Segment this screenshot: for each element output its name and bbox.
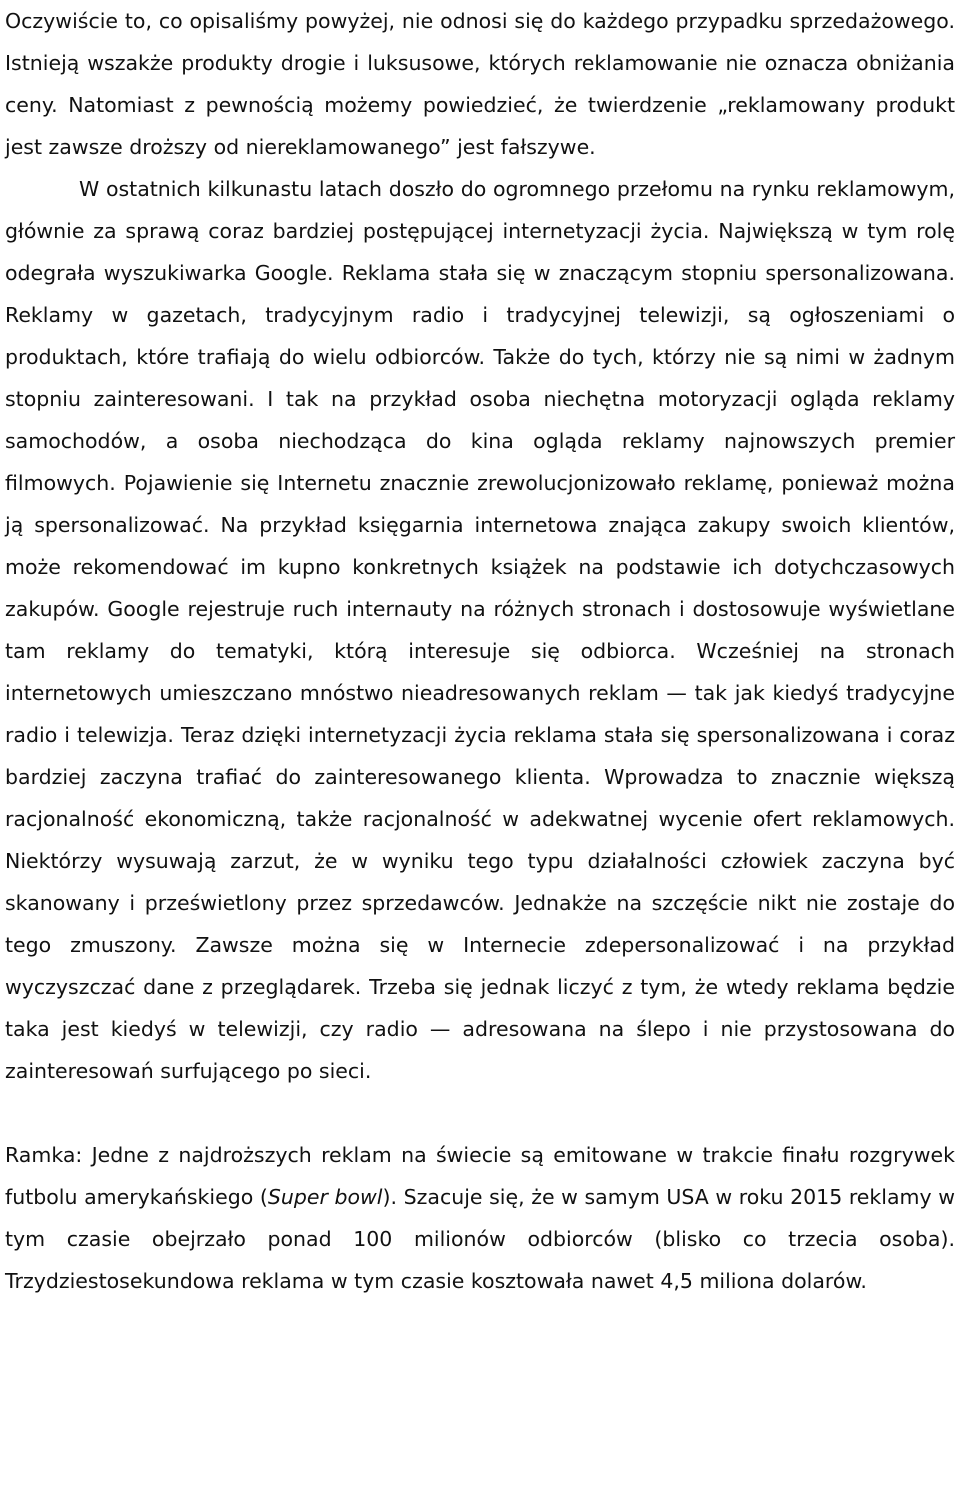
- box-note-text-start: Ramka: Jedne z najdroższych reklam na świecie są emitowane w trakcie finału rozgrywek futbolu amerykańskiego (: [5, 1143, 955, 1209]
- paragraph-intro: Oczywiście to, co opisaliśmy powyżej, nie odnosi się do każdego przypadku sprzedażowego. Istnieją wszakże produkty drogie i luksusowe, których reklamowanie nie oznacza obniżania ceny. Natomiast z pewnością możemy powiedzieć, że twierdzenie „reklamowany produkt jest zawsze droższy od niereklamowanego” jest fałszywe.: [5, 9, 955, 159]
- box-note: [5, 1134, 955, 1302]
- box-note-text-end: ). Szacuje się, że w samym USA w roku 2015 reklamy w tym czasie obejrzało ponad 100 milionów odbiorców (blisko co trzecia osoba). Trzydziestosekundowa reklama w tym czasie kosztowała nawet 4,5 miliona dolarów.: [5, 1185, 955, 1293]
- document-page: [5, 0, 955, 1302]
- paragraph-internet-advertising: W ostatnich kilkunastu latach doszło do ogromnego przełomu na rynku reklamowym, głównie za sprawą coraz bardziej postępującej internetyzacji życia. Największą w tym rolę odegrała wyszukiwarka Google. Reklama stała się w znaczącym stopniu spersonalizowana. Reklamy w gazetach, tradycyjnym radio i tradycyjnej telewizji, są ogłoszeniami o produktach, które trafiają do wielu odbiorców. Także do tych, którzy nie są nimi w żadnym stopniu zainteresowani. I tak na przykład osoba niechętna motoryzacji ogląda reklamy samochodów, a osoba niechodząca do kina ogląda reklamy najnowszych premier filmowych. Pojawienie się Internetu znacznie zrewolucjonizowało reklamę, ponieważ można ją spersonalizować. Na przykład księgarnia internetowa znająca zakupy swoich klientów, może rekomendować im kupno konkretnych książek na podstawie ich dotychczasowych zakupów. Google rejestruje ruch internauty na różnych stronach i dostosowuje wyświetlane tam reklamy do tematyki, którą interesuje się odbiorca. Wcześniej na stronach internetowych umieszczano mnóstwo nieadresowanych reklam — tak jak kiedyś tradycyjne radio i telewizja. Teraz dzięki internetyzacji życia reklama stała się spersonalizowana i coraz bardziej zaczyna trafiać do zainteresowanego klienta. Wprowadza to znacznie większą racjonalność ekonomiczną, także racjonalność w adekwatnej wycenie ofert reklamowych. Niektórzy wysuwają zarzut, że w wyniku tego typu działalności człowiek zaczyna być skanowany i prześwietlony przez sprzedawców. Jednakże na szczęście nikt nie zostaje do tego zmuszony. Zawsze można się w Internecie zdepersonalizować i na przykład wyczyszczać dane z przeglądarek. Trzeba się jednak liczyć z tym, że wtedy reklama będzie taka jest kiedyś w telewizji, czy radio — adresowana na ślepo i nie przystosowana do zainteresowań surfującego po sieci.: [5, 177, 955, 1083]
- box-note-italic-term: Super bowl: [267, 1185, 383, 1209]
- paragraph-spacer: [5, 1092, 955, 1134]
